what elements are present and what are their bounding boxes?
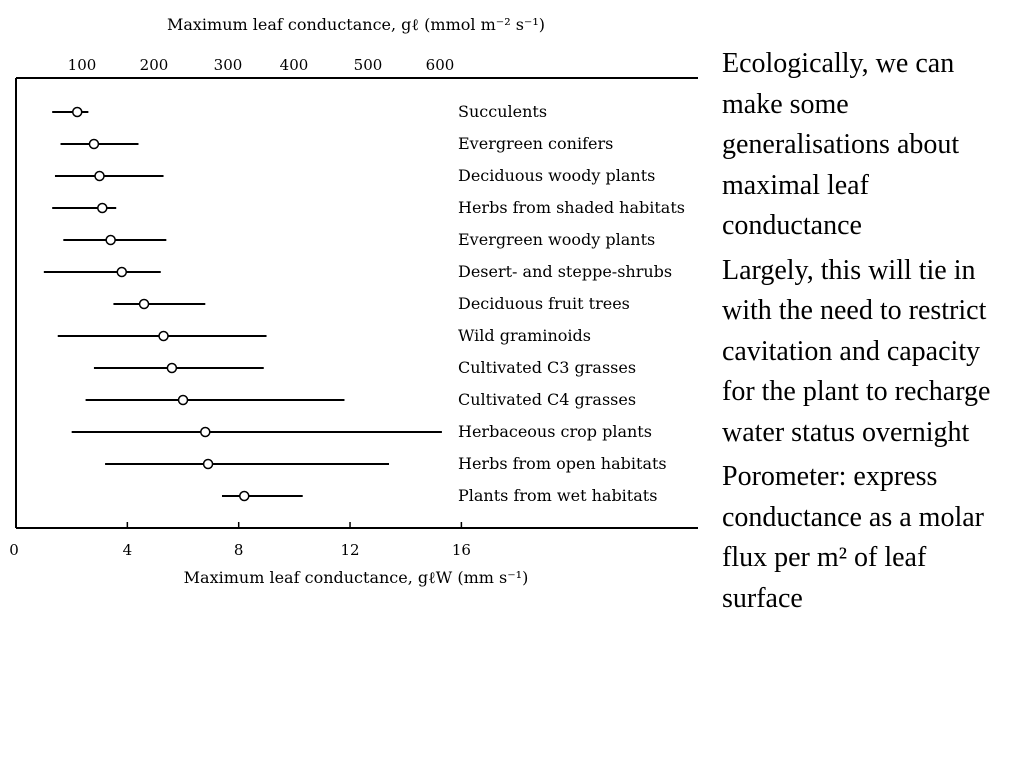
bottom-axis-title: Maximum leaf conductance, gℓW (mm s⁻¹) bbox=[183, 568, 529, 587]
mean-marker bbox=[95, 172, 104, 181]
category-label: Herbs from shaded habitats bbox=[458, 198, 685, 217]
top-tick-label: 500 bbox=[353, 56, 383, 74]
mean-marker bbox=[98, 204, 107, 213]
bottom-tick-label: 12 bbox=[340, 541, 360, 559]
mean-marker bbox=[167, 364, 176, 373]
category-label: Evergreen woody plants bbox=[458, 230, 656, 249]
mean-marker bbox=[106, 236, 115, 245]
top-tick-label: 300 bbox=[213, 56, 243, 74]
mean-marker bbox=[240, 492, 249, 501]
category-label: Plants from wet habitats bbox=[458, 486, 658, 505]
text-panel bbox=[722, 44, 1012, 623]
mean-marker bbox=[117, 268, 126, 277]
mean-marker bbox=[159, 332, 168, 341]
bottom-tick-label: 0 bbox=[9, 541, 19, 559]
top-tick-label: 200 bbox=[139, 56, 169, 74]
top-tick-label: 600 bbox=[425, 56, 455, 74]
bullet-2: Largely, this will tie in with the need to restrict cavitation and capacity for the plant to recharge water status overnight bbox=[722, 254, 991, 448]
category-label: Cultivated C4 grasses bbox=[458, 390, 637, 409]
mean-marker bbox=[179, 396, 188, 405]
top-tick-label: 100 bbox=[67, 56, 97, 74]
category-label: Deciduous woody plants bbox=[458, 166, 656, 185]
mean-marker bbox=[140, 300, 149, 309]
bottom-tick-label: 4 bbox=[122, 541, 133, 559]
top-tick-label: 400 bbox=[279, 56, 309, 74]
category-label: Cultivated C3 grasses bbox=[458, 358, 637, 377]
category-label: Succulents bbox=[458, 102, 548, 121]
category-label: Herbs from open habitats bbox=[458, 454, 667, 473]
category-label: Herbaceous crop plants bbox=[458, 422, 652, 441]
mean-marker bbox=[73, 108, 82, 117]
bottom-tick-label: 8 bbox=[233, 541, 244, 559]
mean-marker bbox=[201, 428, 210, 437]
category-label: Deciduous fruit trees bbox=[458, 294, 630, 313]
category-label: Evergreen conifers bbox=[458, 134, 614, 153]
top-axis-title: Maximum leaf conductance, gℓ (mmol m⁻² s⁻¹) bbox=[166, 15, 546, 34]
bullet-1: Ecologically, we can make some generalisations about maximal leaf conductance bbox=[722, 48, 960, 241]
category-label: Wild graminoids bbox=[458, 326, 591, 345]
mean-marker bbox=[89, 140, 98, 149]
category-label: Desert- and steppe-shrubs bbox=[458, 262, 673, 281]
mean-marker bbox=[204, 460, 213, 469]
bottom-tick-label: 16 bbox=[451, 541, 471, 559]
bullet-3: Porometer: express conductance as a molar flux per m² of leaf surface bbox=[722, 461, 984, 614]
